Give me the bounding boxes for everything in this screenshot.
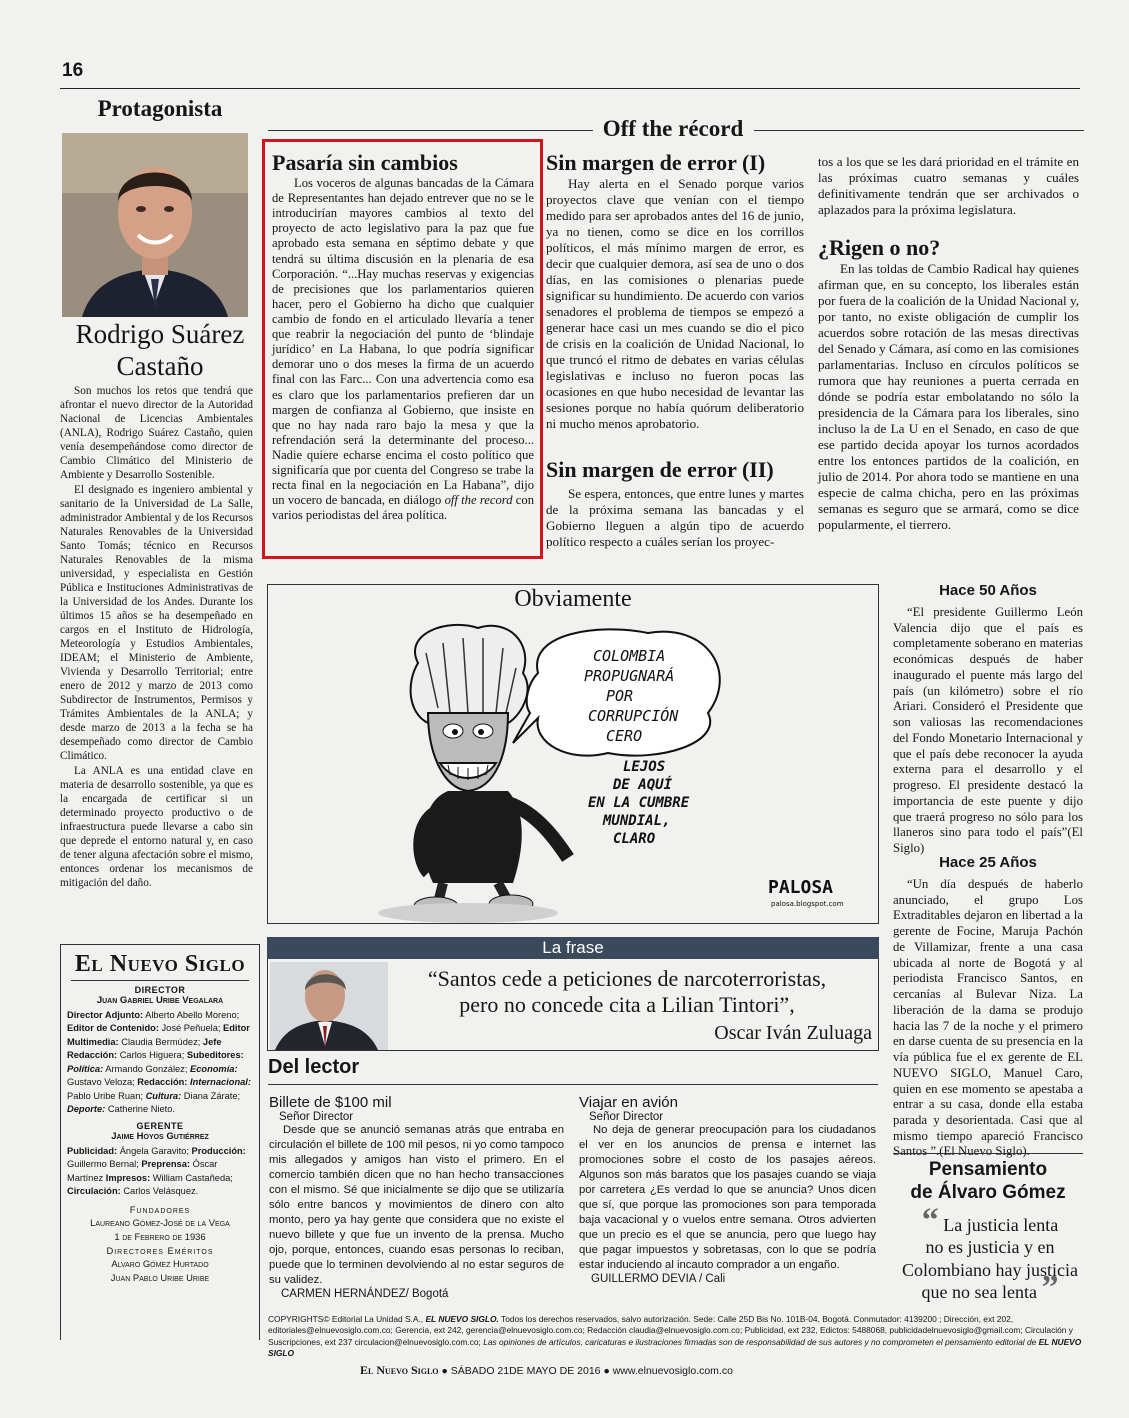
frase-quote [382,966,872,1019]
masthead-logo: El Nuevo Siglo [74,951,246,977]
staff-person: José Peñuela; [158,1023,221,1034]
pasaria-body [272,176,534,524]
emeritos-label: Directores Eméritos [106,1244,214,1256]
balloon-line: CERO [606,727,643,745]
cartoonist-signature: PALOSA [768,877,834,898]
pensamiento-title-line1: Pensamiento [928,1159,1048,1180]
protagonist-name-line1: Rodrigo Suárez [75,319,245,349]
portrait-image [62,133,248,317]
protagonist-name [60,318,260,383]
staff-person: Diana Zárate; [181,1090,241,1101]
protagonist-name-line2: Castaño [116,351,204,382]
pensamiento-line2: no es justicia y en [925,1237,1055,1258]
rigen-article [818,235,1079,532]
open-quote-mark: “ [921,1202,939,1239]
pasaria-article [272,150,534,524]
protagonist-photo [62,133,248,317]
staff-person: Pablo Uribe Ruan; [67,1090,143,1101]
copyright-disclaimer: Las opiniones de artículos, caricaturas e ilustraciones firmadas son de responsabilidad de sus autores y no comprometen el pensamiento editorial de [483,1336,1039,1347]
hace50-section [893,582,1083,857]
frase-quote-line1: “Santos cede a peticiones de narcoterroristas, [427,966,827,991]
letter-recipient: Señor Director [589,1111,664,1123]
staff-role: Impresos: [105,1172,151,1183]
letter-body: No deja de generar preocupación para los ciudadanos el ver en los anuncios de prensa e internet las promociones sobre el costo de los pasajes aéreos. Algunos son más baratos que los pasajes cuando se viaja por carretera ¿Es verdad lo que se anuncia? Unos dicen que sí, que porque las promociones son para temporada baja vacacional y o vuelos entre semana. Otros advierten que un precio es el que se anuncia, pero que luego hay que pagar impuestos y sobretasas, con lo que se podría estar induciendo al incauto comprador a un engaño. [579,1124,876,1272]
rigen-title: ¿Rigen o no? [818,235,941,260]
page-number: 16 [62,60,84,81]
fundadores-date: 1 de Febrero de 1936 [114,1230,206,1242]
rigen-body [818,261,1079,532]
copyright-lead: COPYRIGHTS© Editorial La Unidad S.A., [268,1314,426,1324]
letter-1 [269,1094,564,1300]
emeritos-name-1: Alvaro Gómez Hurtado [111,1258,209,1270]
staff-role: Jefe Redacción: [67,1036,222,1061]
obviamente-title: Obviamente [514,586,632,612]
letter-title: Billete de $100 mil [269,1094,392,1111]
balloon-line: COLOMBIA [593,647,666,665]
margen1-text: Hay alerta en el Senado porque varios proyectos clave que venían con el tiempo medido para ser aprobados antes del 16 de junio, ya no tienen, como se dice en los corrillos políticos, el más mínimo margen de error, es decir que cualquier demora, así sea de uno o dos días, en las comisiones o plenarias puede significar su hundimiento. De acuerdo con varios senadores el problema de tiempos se empezó a generar hace casi un mes cuando se dio el pico de crisis en la coalición de Unidad Nacional, lo que truncó el ritmo de debates en varias células legislativas e incluso no fueron pocas las ocasiones en que hubo necesidad de levantar las sesiones porque no había quórum deliberatorio ni mucho menos aprobatorio. [546,176,804,431]
protagonist-paragraph: El designado es ingeniero ambiental y sanitario de la Universidad de La Salle, administrador Ambiental y de los Recursos Naturales Renovables de la Universidad Santo Tomás; técnico en Recursos Naturales Renovables de la misma universidad, y especialista en Gestión Pública e Instituciones Administrativas de la Universidad de los Andes. Durante los últimos 15 años se ha desempeñado en cargos en el Instituto de Hidrología, Meteorología y Estudios Ambientales, IDEAM; el Ministerio de Ambiente, Vivienda y Desarrollo Territorial; entre enero de 2012 y marzo de 2013 como Subdirector de Instrumentos, Permisos y Trámites Ambientales de la ANLA; y desde marzo de 2013 a la fecha se ha desempeñado como director de Cambio Climático. [60,484,253,762]
pensamiento-quote [890,1202,1090,1306]
hace25-section [893,854,1083,1160]
staff-role: Publicidad: [67,1145,118,1156]
hace25-body: “Un día después de haberlo anunciado, el grupo Los Extraditables dejaron en libertad a la gerente de Focine, Maruja Pachón de Villamizar, frente a una casa ubicada al norte de Bogotá y al periodista Francisco Santos, en cercanías al Bulevar Niza. La liberación de la dama se produjo hacia las 7 de la noche y el primero en darse cuenta de su presencia en la vía pública fue el ex gerente de EL NUEVO SIGLO, Manuel Caro, quien en ese momento se apestaba a entrar a su casa, donde ella estaba parada y desorientada. Casi que al mismo tiempo apareció Francisco Santos ”.(El Nuevo Siglo). [893,877,1083,1159]
page-footer [360,1363,1060,1378]
footer-bullet-icon: ● [441,1365,448,1377]
pasaria-italic: off the record [444,493,513,508]
pensamiento-title-line2: de Álvaro Gómez [910,1182,1066,1204]
margen2-article [546,457,804,550]
protagonist-paragraph: La ANLA es una entidad clave en materia de desarrollo sostenible, ya que es la encargada de certificar si un determinado proyecto productivo o de infraestructura puede llevarse a cabo sin que deprede el entorno natural y, en caso de tener alguna afectación sobre el mismo, entonces ordenar los mecanismos de mitigación del daño. [60,765,253,889]
gerente-label: GERENTE [136,1120,184,1131]
speaker-portrait [270,962,388,1050]
top-rule [60,88,1080,89]
staff-role: Redacción: [137,1077,188,1088]
staff-person: Gustavo Veloza; [67,1077,135,1088]
continuation-text [818,154,1079,218]
hace25-title: Hace 25 Años [939,854,1037,871]
margen1-title: Sin margen de error (I) [546,150,766,175]
hace50-body: “El presidente Guillermo León Valencia dijo que el país es completamente soberano en materias económicas después de haber inaugurado el puente más largo del país (un kilómetro) sobre el río Ariari. Consideró el Presidente que son valiosas las recomendaciones del Fondo Monetario Internacional y que el país debe reconocer la ayuda externa para el desarrollo y el progreso. El presidente destacó la importancia de este puente y dijo que traerá progreso no sólo para los llaneros sino para todo el país”(El Siglo) [893,605,1083,856]
staff-role: Preprensa: [141,1159,190,1170]
staff-role: Editor Multimedia: [67,1023,250,1047]
footer-url[interactable]: www.elnuevosiglo.com.co [612,1365,733,1377]
margen1-body [546,176,804,432]
caption-line: MUNDIAL, [603,813,671,829]
copyright-text: Todos los derechos reservados, salvo autorización. Sede: Calle 25D Bis No. 101B-04, Bogotá. Conmutador: 4139200 ; Dirección, ext 202, editoriales@elnuevosiglo.com.co; Gerencia, ext 242, gerencia@elnuevosiglo.com.co; Redacción claudia@elnuevosiglo.com.co; Publicidad, ext 232, Edictos: 5488068, publicidadelnuevosiglo@gmail.com; Circulación y Suscripciones, ext 237 circulacion@elnuevosiglo.com.co; [268,1314,1073,1347]
balloon-line: CORRUPCIÓN [588,707,679,725]
director-label: DIRECTOR [134,985,186,995]
fundadores-label: Fundadores [129,1203,191,1215]
balloon-line: PROPUGNARÁ [584,667,675,685]
footer-bullet-icon: ● [603,1365,610,1377]
staff-person: William Castañeda; [150,1172,233,1183]
staff-person: Carlos Velásquez. [120,1186,199,1197]
letter-body: Desde que se anunció semanas atrás que entraba en circulación el billete de 100 mil pesos, ni yo como tampoco mis allegados y amigos han visto el primero. En el comercio también dicen que no han hecho transacciones con el mismo. Sé que inicialmente se dijo que se utilizaría sólo entre bancos y movimientos de dinero con alto monto, pero ya hay gente que considera que no existe el nuevo billete y que fue un invento de la prensa. Mucho ojo, porque, entonces, cuando esas personas lo reciban, puede que lo terminen devolviendo al no estar seguros de su validez. [269,1124,564,1287]
masthead-divider [71,980,249,981]
staff-person: Óscar Martínez [67,1159,218,1183]
del-lector-title: Del lector [268,1056,360,1078]
staff-person: Catherine Nieto. [105,1104,175,1115]
director-name: Juan Gabriel Uribe Vegalara [96,995,224,1006]
staff-person: Claudia Bermúdez; [118,1036,201,1047]
close-quote-mark: ” [1041,1268,1059,1306]
staff-person: Carlos Higuera; [117,1050,185,1061]
protagonist-body [60,384,253,891]
staff-role: Director Adjunto: [67,1010,144,1020]
letter-title: Viajar en avión [579,1094,678,1111]
frase-photo [270,962,388,1050]
staff-role: Economía: [190,1063,238,1074]
masthead-box [60,944,260,1340]
otr-rule-right [754,130,1084,131]
caption-line: LEJOS [623,759,666,775]
staff-role: Política: [67,1063,104,1074]
frase-author: Oscar Iván Zuluaga [714,1022,872,1044]
emeritos-name-2: Juan Pablo Uribe Uribe [110,1271,210,1283]
staff-person: Guillermo Bernal; [67,1159,139,1170]
frase-title-bar: La frase [267,937,879,959]
pensamiento-line3: Colombiano hay justicia [902,1259,1078,1280]
cartoonist-url: palosa.blogspot.com [771,900,844,908]
protagonista-title: Protagonista [97,96,223,121]
pensamiento-rule [893,1153,1083,1154]
continuation-paragraph: tos a los que se les dará prioridad en el trámite en las próximas cuatro semanas y cuáles definitivamente tendrán que ser archivados o aplazados para la próxima legislatura. [818,154,1079,217]
gerente-name: Jaime Hoyos Gutiérrez [111,1130,209,1142]
staff-role: Cultura: [145,1090,182,1101]
staff-role: Producción: [191,1145,246,1156]
copyright-notice [268,1314,1083,1359]
pasaria-title: Pasaría sin cambios [272,150,458,175]
staff-person: Armando González; [103,1063,188,1074]
pasaria-text-end: con varios periodistas del área política. [272,493,534,523]
staff-role: Circulación: [67,1186,121,1197]
off-the-record-title: Off the récord [602,116,744,141]
letter-2 [579,1094,876,1285]
otr-rule-left [268,130,593,131]
rigen-text: En las toldas de Cambio Radical hay quienes afirman que, en su concepto, los liberales están por fuera de la coalición de la Unidad Nacional y, por tanto, no existe obligación de cumplir los acuerdos sobre rotación de las mesas directivas del Senado y Cámara, así como en las comisiones parlamentarias. Incluso en círculos políticos se rumora que hay reuniones a puerta cerrada en dónde se podría estar embolatando no sólo la presidencia de la Cámara para los liberales, sino incluso la de La U en el Senado, en caso de que ese partido decida apoyar los turnos acordados entre los entonces partidos de la coalición, en julio de 2014. Por ahora todo se mantiene en una especie de calma chicha, pero en las próximas semanas es seguro que se armará, como se dice popularmente, el tierrero. [818,261,1079,532]
copyright-paper-name: EL NUEVO SIGLO. [425,1314,499,1324]
footer-logo: El Nuevo Siglo [360,1363,439,1377]
frase-quote-line2: pero no concede cita a Lilian Tintori”, [459,992,795,1018]
staff-role: Subeditores: [186,1050,244,1061]
staff-person: Ángela Garavito; [117,1145,189,1156]
margen2-text: Se espera, entonces, que entre lunes y martes de la próxima semana las bancadas y el Gobierno lleguen a algún tipo de acuerdo político respecto a cuáles serían los proyec- [546,486,804,549]
cartoon-drawing [268,613,878,923]
del-lector-rule [268,1084,878,1085]
caption-line: DE AQUÍ [613,777,673,793]
staff-person: Alberto Abello Moreno; [143,1010,240,1020]
staff-role: Editor de Contenido: [67,1023,159,1034]
protagonist-paragraph: Son muchos los retos que tendrá que afrontar el nuevo director de la Autoridad Nacional de Licencias Ambientales (ANLA), Rodrigo Suárez Castaño, quien venía desempeñándose como director de Cambio Climático del Ministerio de Ambiente y Desarrollo Sostenible. [60,385,253,481]
margen1-article [546,150,804,432]
staff-role: Deporte: [67,1104,106,1115]
letter-signature: GUILLERMO DEVIA / Cali [591,1273,726,1286]
copyright-disclaimer-paper: EL NUEVO SIGLO [268,1336,1082,1359]
hace50-title: Hace 50 Años [939,582,1037,599]
fundadores-names: Laureano Gómez-José de la Vega [90,1217,230,1229]
pasaria-text: Los voceros de algunas bancadas de la Cámara de Representantes han dejado entrever que no se le introducirían mayores cambios al texto del proyecto de acto legislativo para la paz que fue aprobado esta semana en séptimo debate y que tendrá su última discusión en la plenaria de esa Corporación. “...Hay muchas reservas y exigencias de precisiones que los parlamentarios quieren hacer, pero el Gobierno ha dicho que cualquier cambio de fondo en el articulado llevaría a tener que reabrir la negociación del punto de ‘blindaje jurídico’ en La Habana, lo que podría significar demorar uno o dos meses la firma de un acuerdo final con las Farc... Con una advertencia como esa es claro que los parlamentarios prefieren dar un margen de confianza al Gobierno, que insiste en que no hay nada raro bajo la mesa y que la refrendación será la determinante del proceso... Nadie quiere echarse encima el costo político que significaría que por cuenta del Congreso se trabe la recta final en la negociación en La Habana”, dijo un vocero de bancada, en diálogo [272,176,534,508]
letter-signature: CARMEN HERNÁNDEZ/ Bogotá [281,1288,449,1301]
cartoon-image [268,613,878,923]
footer-date: SÁBADO 21DE MAYO DE 2016 [450,1365,601,1377]
letter-recipient: Señor Director [279,1111,354,1123]
caption-line: CLARO [613,831,656,847]
masthead-staff-2 [67,1145,253,1199]
staff-role: Internacional: [190,1077,251,1088]
margen2-body [546,486,804,550]
balloon-line: POR [606,687,634,705]
pensamiento-line4: que no sea lenta [921,1281,1037,1302]
pensamiento-line1: La justicia lenta [943,1215,1059,1235]
masthead-staff [67,1009,253,1117]
pensamiento-title [888,1158,1088,1204]
margen2-title: Sin margen de error (II) [546,457,774,482]
caption-line: EN LA CUMBRE [588,795,690,811]
